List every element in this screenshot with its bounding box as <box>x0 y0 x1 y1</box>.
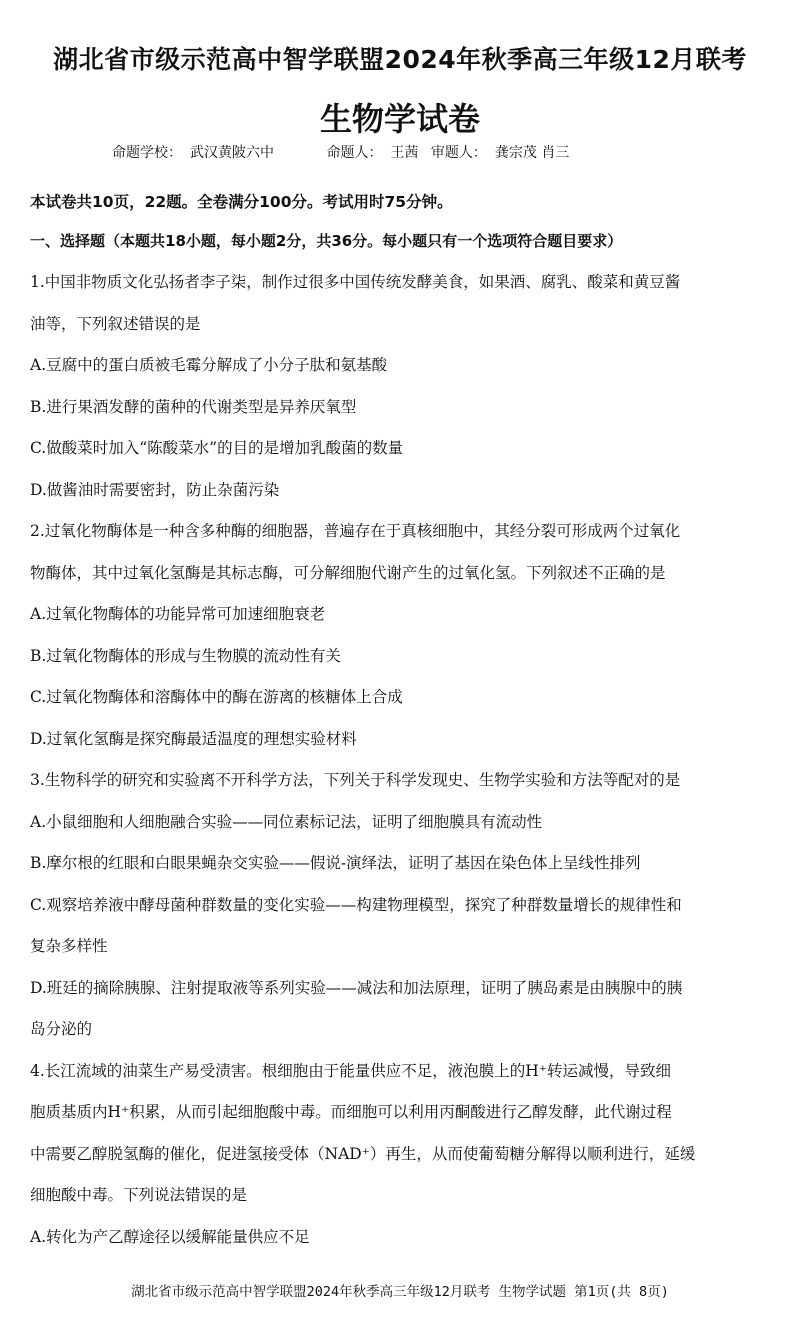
question-line: 岛分泌的 <box>30 1020 93 1038</box>
question-line: C.过氧化物酶体和溶酶体中的酶在游离的核糖体上合成 <box>30 688 403 706</box>
question-line: 复杂多样性 <box>30 937 108 955</box>
reviewer-name: 龚宗茂 肖三 <box>494 145 570 161</box>
author-label: 命题人： <box>326 145 383 161</box>
question-line: A.转化为产乙醇途径以缓解能量供应不足 <box>30 1227 310 1246</box>
exam-subtitle: 生物学试卷 <box>319 100 480 138</box>
question-line: D.过氧化氢酶是探究酶最适温度的理想实验材料 <box>30 729 357 748</box>
question-line: C.观察培养液中酵母菌种群数量的变化实验——构建物理模型，探究了种群数量增长的规律性和 <box>30 895 682 914</box>
question-line: 油等，下列叙述错误的是 <box>30 314 201 333</box>
question-line: 2.过氧化物酶体是一种含多种酶的细胞器，普遍存在于真核细胞中，其经分裂可形成两个过氧化 <box>30 522 681 540</box>
exam-meta <box>112 142 577 162</box>
exam-info: 本试卷共10页，22题。全卷满分100分。考试用时75分钟。 <box>30 193 453 211</box>
question-line: A.过氧化物酶体的功能异常可加速细胞衰老 <box>30 605 326 623</box>
school-label: 命题学校： <box>112 145 182 161</box>
question-line: 物酶体，其中过氧化氢酶是其标志酶，可分解细胞代谢产生的过氧化氢。下列叙述不正确的是 <box>30 563 666 582</box>
question-line: A.豆腐中的蛋白质被毛霉分解成了小分子肽和氨基酸 <box>30 356 388 374</box>
question-line: D.做酱油时需要密封，防止杂菌污染 <box>30 480 280 499</box>
reviewer-label: 审题人： <box>430 145 487 161</box>
question-line: 3.生物科学的研究和实验离不开科学方法，下列关于科学发现史、生物学实验和方法等配对的是 <box>30 771 681 789</box>
question-line: B.进行果酒发酵的菌种的代谢类型是异养厌氧型 <box>30 397 357 416</box>
school-name: 武汉黄陂六中 <box>190 145 274 161</box>
question-line: 4.长江流域的油菜生产易受渍害。根细胞由于能量供应不足，液泡膜上的H⁺转运减慢，导致细 <box>30 1061 671 1080</box>
exam-title: 湖北省市级示范高中智学联盟2024年秋季高三年级12月联考 <box>53 45 747 74</box>
page-footer: 湖北省市级示范高中智学联盟2024年秋季高三年级12月联考 生物学试题 第1页(共 8页) <box>131 1284 669 1300</box>
question-line: C.做酸菜时加入“陈酸菜水”的目的是增加乳酸菌的数量 <box>30 439 404 457</box>
question-line: B.摩尔根的红眼和白眼果蝇杂交实验——假说-演绎法，证明了基因在染色体上呈线性排列 <box>30 854 641 872</box>
question-line: 中需要乙醇脱氢酶的催化，促进氢接受体（NAD⁺）再生，从而使葡萄糖分解得以顺利进行，延缓 <box>30 1144 696 1163</box>
section-heading: 一、选择题（本题共18小题，每小题2分，共36分。每小题只有一个选项符合题目要求） <box>30 232 623 250</box>
question-line: B.过氧化物酶体的形成与生物膜的流动性有关 <box>30 646 341 665</box>
author-name: 王茜 <box>390 145 419 161</box>
question-line: 1.中国非物质文化弘扬者李子柒，制作过很多中国传统发酵美食，如果酒、腐乳、酸菜和黄豆酱 <box>30 273 681 291</box>
question-line: 细胞酸中毒。下列说法错误的是 <box>30 1186 248 1204</box>
question-line: 胞质基质内H⁺积累，从而引起细胞酸中毒。而细胞可以利用丙酮酸进行乙醇发酵，此代谢过程 <box>30 1103 672 1121</box>
question-line: A.小鼠细胞和人细胞融合实验——同位素标记法，证明了细胞膜具有流动性 <box>30 812 543 831</box>
question-line: D.班廷的摘除胰腺、注射提取液等系列实验——减法和加法原理，证明了胰岛素是由胰腺中的胰 <box>30 978 683 997</box>
